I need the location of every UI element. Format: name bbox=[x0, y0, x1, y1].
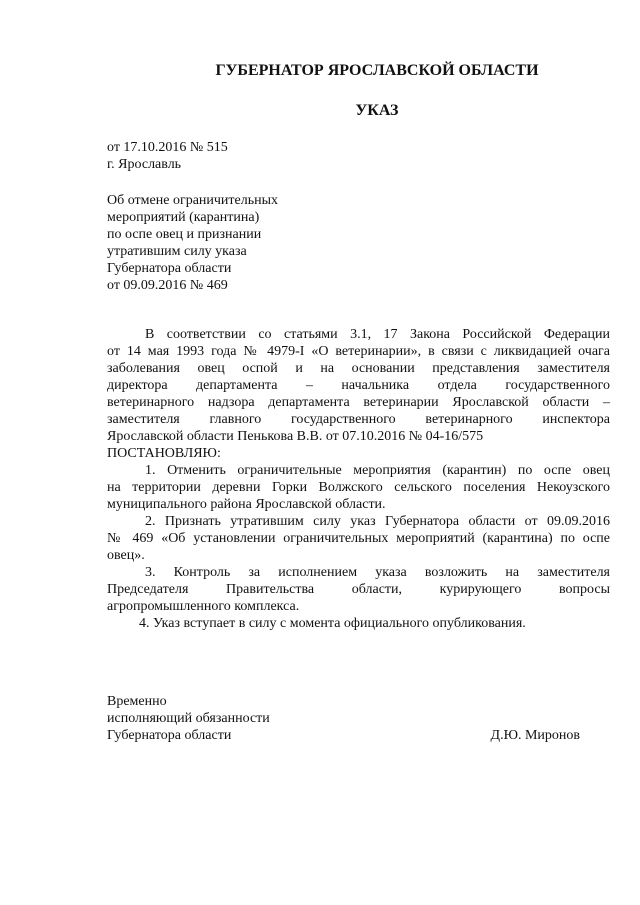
date-number: от 17.10.2016 № 515 bbox=[107, 140, 228, 155]
document-meta bbox=[107, 139, 228, 173]
decree-item-4 bbox=[107, 615, 610, 632]
item-line: агропромышленного комплекса. bbox=[107, 599, 300, 614]
item-line: 3. Контроль за исполнением указа возложить на заместителя bbox=[145, 565, 610, 580]
decree-item-1 bbox=[107, 462, 610, 513]
subject-line: от 09.09.2016 № 469 bbox=[107, 278, 228, 293]
item-line: Председателя Правительства области, курирующего вопросы bbox=[107, 582, 610, 597]
subject-line: утратившим силу указа bbox=[107, 244, 247, 259]
preamble-line: В соответствии со статьями 3.1, 17 Закона Российской Федерации bbox=[145, 327, 610, 342]
subject-line: по оспе овец и признании bbox=[107, 227, 262, 242]
signature-block bbox=[107, 693, 610, 744]
item-line: на территории деревни Горки Волжского сельского поселения Некоузского bbox=[107, 480, 610, 495]
document-body bbox=[107, 326, 610, 632]
preamble-line: заместителя главного государственного ветеринарного инспектора bbox=[107, 412, 610, 427]
preamble-line: директора департамента – начальника отдела государственного bbox=[107, 378, 610, 393]
issuing-authority-heading: ГУБЕРНАТОР ЯРОСЛАВСКОЙ ОБЛАСТИ bbox=[215, 62, 539, 79]
signatory-name: Д.Ю. Миронов bbox=[490, 728, 580, 743]
item-line: овец». bbox=[107, 548, 145, 563]
item-line: 2. Признать утратившим силу указ Губернатора области от 09.09.2016 bbox=[145, 514, 610, 529]
signatory-position-line: исполняющий обязанности bbox=[107, 711, 270, 726]
signatory-position-line: Временно bbox=[107, 694, 167, 709]
item-line: 4. Указ вступает в силу с момента официального опубликования. bbox=[139, 616, 526, 631]
subject-line: мероприятий (карантина) bbox=[107, 210, 260, 225]
decree-item-2 bbox=[107, 513, 610, 564]
signatory-position-line: Губернатора области bbox=[107, 728, 232, 743]
preamble-line: ветеринарного надзора департамента ветеринарии Ярославской области – bbox=[107, 395, 610, 410]
preamble-line: Ярославской области Пенькова В.В. от 07.10.2016 № 04-16/575 bbox=[107, 429, 484, 444]
decree-word: ПОСТАНОВЛЯЮ: bbox=[107, 446, 221, 461]
preamble-line: от 14 мая 1993 года № 4979-I «О ветеринарии», в связи с ликвидацией очага bbox=[107, 344, 610, 359]
subject-line: Губернатора области bbox=[107, 261, 232, 276]
document-subject bbox=[107, 192, 278, 294]
decree-item-3 bbox=[107, 564, 610, 615]
subject-line: Об отмене ограничительных bbox=[107, 193, 279, 208]
preamble-paragraph bbox=[107, 326, 610, 445]
preamble-line: заболевания овец оспой и на основании представления заместителя bbox=[107, 361, 610, 376]
item-line: муниципального района Ярославской области. bbox=[107, 497, 386, 512]
document-type-heading: УКАЗ bbox=[355, 102, 399, 119]
item-line: 1. Отменить ограничительные мероприятия (карантин) по оспе овец bbox=[145, 463, 610, 478]
city: г. Ярославль bbox=[107, 157, 182, 172]
item-line: № 469 «Об установлении ограничительных мероприятий (карантина) по оспе bbox=[107, 531, 610, 546]
